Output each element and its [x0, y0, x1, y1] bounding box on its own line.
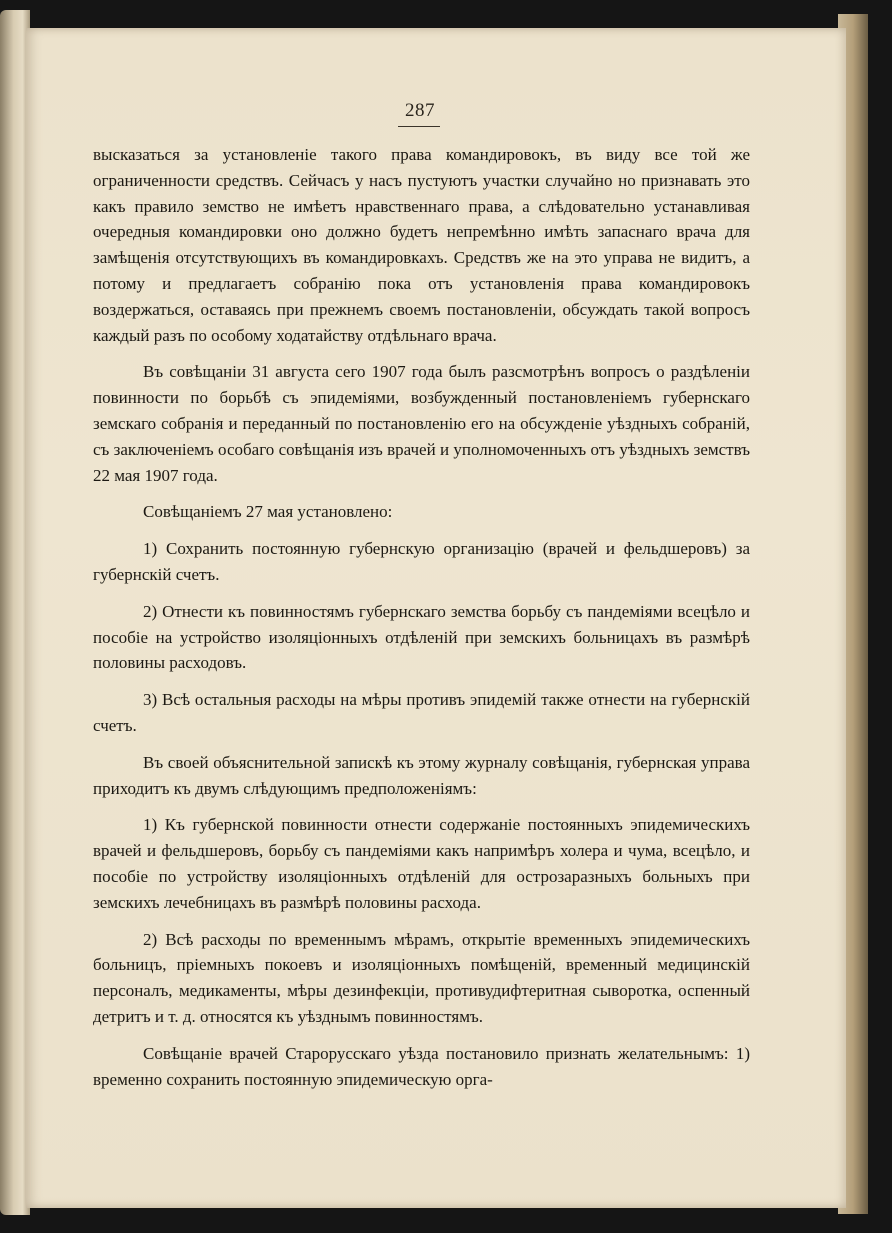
- page-number-rule: [398, 126, 440, 127]
- paragraph-meeting-may: Совѣщаніемъ 27 мая установлено:: [143, 502, 393, 522]
- list-item-3: 3) Всѣ остальныя расходы на мѣры противъ эпидемій также отнести на губернскій счетъ.: [93, 690, 750, 735]
- paragraph-staraya-russa: Совѣщаніе врачей Старорусскаго уѣзда постановило признать желательнымъ: 1) временно сохранить постоянную эпидемическую орга-: [93, 1043, 750, 1089]
- paragraph-meeting-august: Въ совѣщаніи 31 августа сего 1907 года былъ разсмотрѣнъ вопросъ о раздѣленіи повинности по борьбѣ съ эпидеміями, возбужденный постановленіемъ губернскаго земскаго собранія и переданный по постановленію его на обсужденіе уѣздныхъ собраній, съ заключеніемъ особаго совѣщанія изъ врачей и уполномоченныхъ отъ уѣздныхъ земствъ 22 мая 1907 года.: [93, 362, 750, 485]
- paragraph-continuation: высказаться за установленіе такого права командировокъ, въ виду все той же ограниченности средствъ. Сейчасъ у насъ пустуютъ участки случайно но признавать это какъ правило земство не имѣетъ нравственнаго права, а слѣдовательно устанавливая очередныя командировки оно должно будетъ непремѣнно имѣть запаснаго врача для замѣщенія отсутствующихъ въ командировкахъ. Средствъ же на это управа не видитъ, а потому и предлагаетъ собранію пока отъ установленія права командировокъ воздержаться, оставаясь при прежнемъ своемъ постановленіи, обсуждать такой вопросъ каждый разъ по особому ходатайству отдѣльнаго врача.: [93, 145, 750, 345]
- proposal-item-2: 2) Всѣ расходы по временнымъ мѣрамъ, открытіе временныхъ эпидемическихъ больницъ, пріемныхъ покоевъ и изоляціонныхъ помѣщеній, временный медицинскій персоналъ, медикаменты, мѣры дезинфекціи, противудифтеритная сыворотка, оспенный детритъ и т. д. относятся къ уѣзднымъ повинностямъ.: [93, 929, 750, 1026]
- list-item-2: 2) Отнести къ повинностямъ губернскаго земства борьбу съ пандеміями всецѣло и пособіе на устройство изоляціонныхъ отдѣленій при земскихъ больницахъ въ размѣрѣ половины расходовъ.: [93, 601, 750, 673]
- page-text: [93, 142, 750, 1092]
- paragraph-explanatory-note: Въ своей объяснительной запискѣ къ этому журналу совѣщанія, губернская управа приходитъ къ двумъ слѣдующимъ предположеніямъ:: [93, 752, 750, 798]
- list-item-1: 1) Сохранить постоянную губернскую организацію (врачей и фельдшеровъ) за губернскій счетъ.: [93, 539, 750, 584]
- proposal-item-1: 1) Къ губернской повинности отнести содержаніе постоянныхъ эпидемическихъ врачей и фельдшеровъ, борьбу съ пандеміями какъ напримѣръ холера и чума, всецѣло, и пособіе по устройству изоляціонныхъ отдѣленій для острозаразныхъ больныхъ при земскихъ лечебницахъ въ размѣрѣ половины расхода.: [93, 815, 750, 912]
- page-number: 287: [405, 100, 435, 121]
